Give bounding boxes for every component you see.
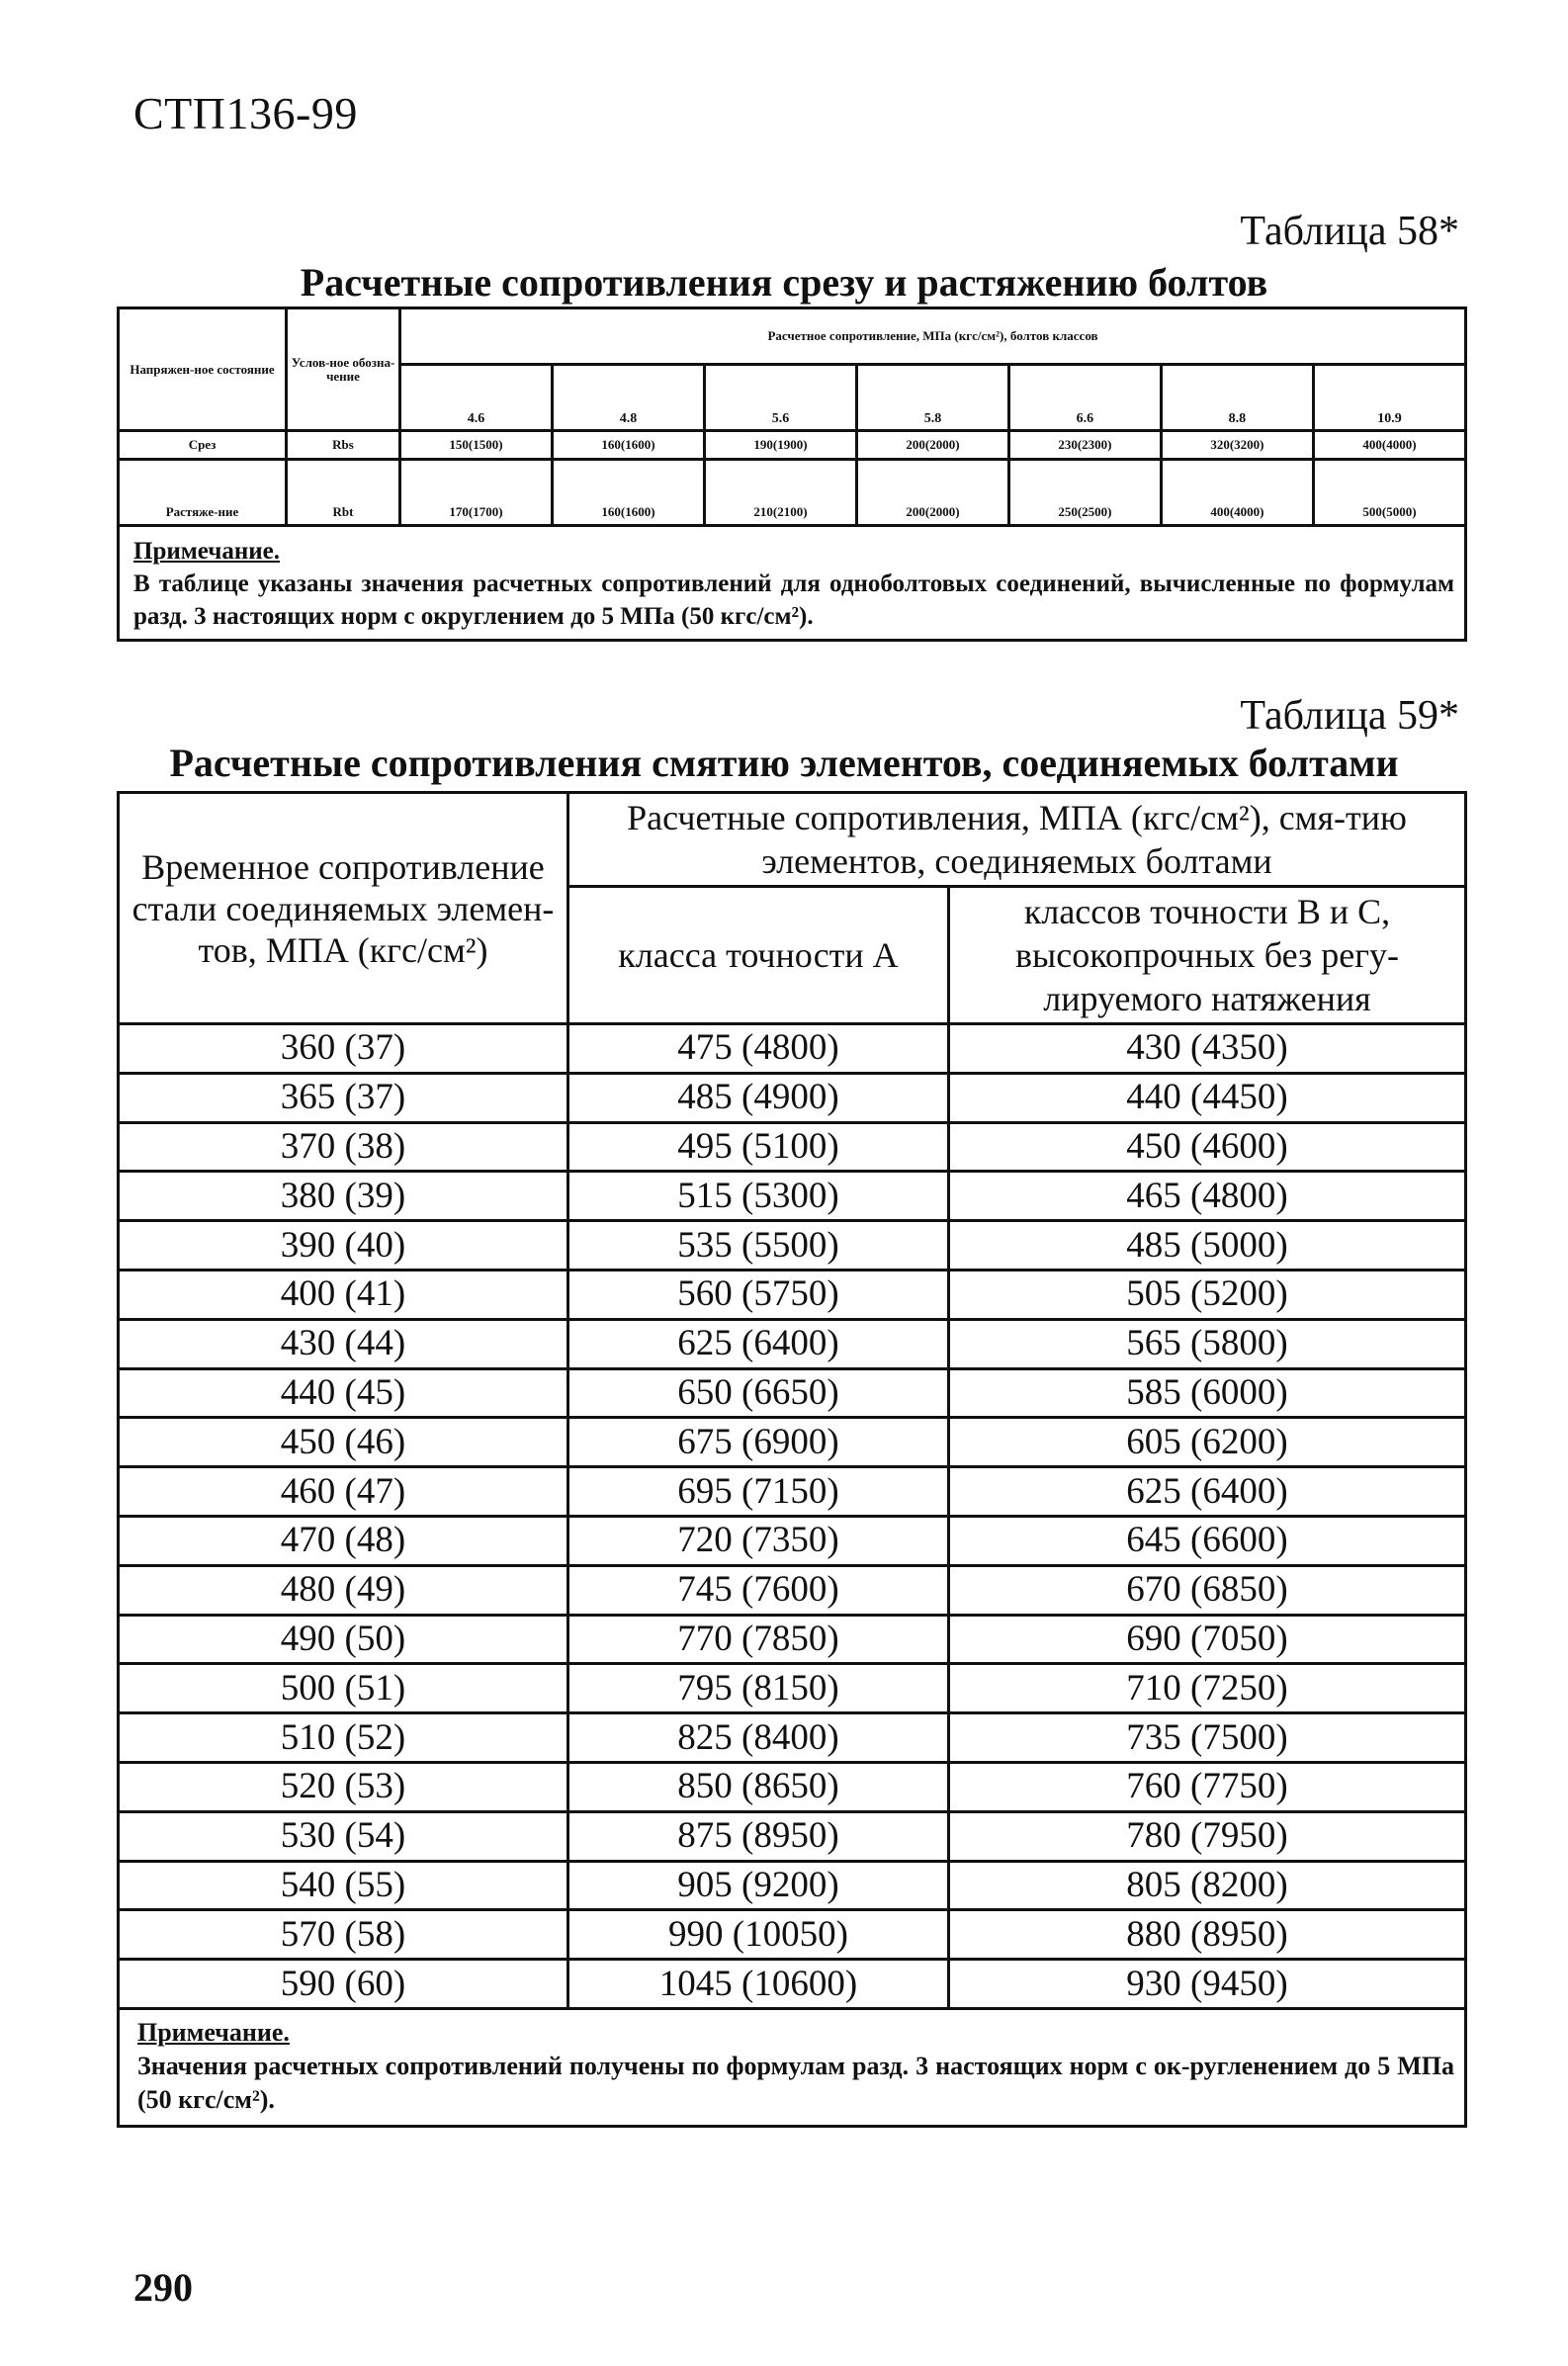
- table-59-class-bc-cell: 450 (4600): [949, 1122, 1466, 1172]
- table-58-symbol-cell: Rbt: [287, 460, 400, 526]
- page-number: 290: [133, 2265, 193, 2310]
- table-59-class-bc-cell: 645 (6600): [949, 1516, 1466, 1565]
- table-59-class-a-cell: 695 (7150): [568, 1467, 949, 1517]
- table-58-class: 4.6: [400, 365, 553, 431]
- table-row: [119, 1565, 1466, 1615]
- table-59-class-bc-cell: 485 (5000): [949, 1221, 1466, 1271]
- table-58: [117, 307, 1467, 642]
- table-58-value-cell: 190(1900): [704, 431, 856, 460]
- table-row: [119, 1960, 1466, 2009]
- table-59-class-bc-cell: 505 (5200): [949, 1270, 1466, 1319]
- table-59-class-a-cell: 625 (6400): [568, 1319, 949, 1368]
- table-row: [119, 1467, 1466, 1517]
- table-58-header-state: Напряжен-ное состояние: [119, 308, 287, 431]
- table-row: [119, 1910, 1466, 1960]
- table-58-value-cell: 170(1700): [400, 460, 553, 526]
- table-59-strength-cell: 520 (53): [119, 1762, 568, 1811]
- table-59: [117, 791, 1467, 2128]
- table-row: [119, 1221, 1466, 1271]
- table-59-class-a-cell: 495 (5100): [568, 1122, 949, 1172]
- table-59-header-strength: Временное сопротивление стали соединяемых элемен-тов, МПА (кгс/см²): [119, 793, 568, 1024]
- table-59-class-bc-cell: 625 (6400): [949, 1467, 1466, 1517]
- table-59-note-text: Значения расчетных сопротивлений получены по формулам разд. 3 настоящих норм с ок-ругленением до 5 МПа (50 кгс/см²).: [137, 2051, 1454, 2114]
- table-58-state-cell: Растяже-ние: [119, 460, 287, 526]
- table-58-note-text: В таблице указаны значения расчетных сопротивлений для одноболтовых соединений, вычисленные по формулам разд. 3 настоящих норм с округлением до 5 МПа (50 кгс/см²).: [133, 570, 1454, 630]
- table-59-class-a-cell: 515 (5300): [568, 1172, 949, 1221]
- table-58-class: 4.8: [552, 365, 704, 431]
- table-row: [119, 460, 1466, 526]
- table-59-note-head: Примечание.: [137, 2017, 290, 2047]
- table-59-class-bc-cell: 670 (6850): [949, 1565, 1466, 1615]
- table-58-symbol-cell: Rbs: [287, 431, 400, 460]
- table-59-title: Расчетные сопротивления смятию элементов, соединяемых болтами: [169, 741, 1399, 785]
- table-59-strength-cell: 480 (49): [119, 1565, 568, 1615]
- table-row: [119, 1368, 1466, 1418]
- table-58-header-group: Расчетное сопротивление, МПа (кгс/см²), болтов классов: [400, 308, 1466, 365]
- table-58-class: 8.8: [1161, 365, 1313, 431]
- table-row: [119, 1615, 1466, 1664]
- table-59-class-bc-cell: 465 (4800): [949, 1172, 1466, 1221]
- table-row: [119, 1664, 1466, 1713]
- table-59-class-bc-cell: 735 (7500): [949, 1713, 1466, 1763]
- table-row: [119, 1073, 1466, 1122]
- document-code: СТП136-99: [133, 88, 358, 138]
- table-59-strength-cell: 365 (37): [119, 1073, 568, 1122]
- table-59-class-bc-cell: 690 (7050): [949, 1615, 1466, 1664]
- table-58-value-cell: 400(4000): [1313, 431, 1465, 460]
- table-row: [119, 1713, 1466, 1763]
- table-row: [119, 1418, 1466, 1467]
- table-59-class-a-cell: 1045 (10600): [568, 1960, 949, 2009]
- table-59-class-a-cell: 560 (5750): [568, 1270, 949, 1319]
- table-58-value-cell: 210(2100): [704, 460, 856, 526]
- table-row: [119, 1024, 1466, 1074]
- table-59-class-a-cell: 850 (8650): [568, 1762, 949, 1811]
- table-59-class-a-cell: 875 (8950): [568, 1811, 949, 1861]
- table-59-header-class-a: класса точности А: [568, 887, 949, 1024]
- table-59-class-bc-cell: 605 (6200): [949, 1418, 1466, 1467]
- table-59-class-a-cell: 795 (8150): [568, 1664, 949, 1713]
- table-59-class-a-cell: 745 (7600): [568, 1565, 949, 1615]
- table-59-strength-cell: 360 (37): [119, 1024, 568, 1074]
- table-59-class-a-cell: 990 (10050): [568, 1910, 949, 1960]
- table-58-title: Расчетные сопротивления срезу и растяжению болтов: [300, 260, 1268, 305]
- table-59-class-bc-cell: 710 (7250): [949, 1664, 1466, 1713]
- table-59-strength-cell: 460 (47): [119, 1467, 568, 1517]
- table-58-value-cell: 160(1600): [552, 460, 704, 526]
- table-59-class-a-cell: 770 (7850): [568, 1615, 949, 1664]
- table-59-number: Таблица 59*: [1240, 693, 1459, 739]
- table-59-class-bc-cell: 930 (9450): [949, 1960, 1466, 2009]
- table-row: [119, 1172, 1466, 1221]
- table-59-strength-cell: 400 (41): [119, 1270, 568, 1319]
- table-59-strength-cell: 450 (46): [119, 1418, 568, 1467]
- table-59-class-bc-cell: 430 (4350): [949, 1024, 1466, 1074]
- table-58-class: 10.9: [1313, 365, 1465, 431]
- table-58-class: 5.8: [856, 365, 1008, 431]
- table-59-strength-cell: 370 (38): [119, 1122, 568, 1172]
- table-59-class-a-cell: 825 (8400): [568, 1713, 949, 1763]
- table-59-class-bc-cell: 440 (4450): [949, 1073, 1466, 1122]
- table-59-class-a-cell: 485 (4900): [568, 1073, 949, 1122]
- table-59-strength-cell: 490 (50): [119, 1615, 568, 1664]
- table-row: [119, 1861, 1466, 1910]
- table-59-header-group: Расчетные сопротивления, МПА (кгс/см²), смя-тию элементов, соединяемых болтами: [568, 793, 1466, 887]
- table-row: [119, 1270, 1466, 1319]
- table-58-header-symbol: Услов-ное обозна-чение: [287, 308, 400, 431]
- table-59-class-a-cell: 650 (6650): [568, 1368, 949, 1418]
- table-59-class-a-cell: 675 (6900): [568, 1418, 949, 1467]
- table-58-value-cell: 230(2300): [1008, 431, 1161, 460]
- table-58-value-cell: 500(5000): [1313, 460, 1465, 526]
- table-59-class-a-cell: 475 (4800): [568, 1024, 949, 1074]
- table-58-value-cell: 320(3200): [1161, 431, 1313, 460]
- table-59-header-class-bc: классов точности В и С, высокопрочных без регу-лируемого натяжения: [949, 887, 1466, 1024]
- table-59-class-bc-cell: 880 (8950): [949, 1910, 1466, 1960]
- table-58-number: Таблица 58*: [1240, 209, 1459, 254]
- table-59-class-bc-cell: 805 (8200): [949, 1861, 1466, 1910]
- table-row: [119, 1762, 1466, 1811]
- table-59-class-bc-cell: 585 (6000): [949, 1368, 1466, 1418]
- table-58-class: 6.6: [1008, 365, 1161, 431]
- table-59-strength-cell: 430 (44): [119, 1319, 568, 1368]
- table-59-class-bc-cell: 760 (7750): [949, 1762, 1466, 1811]
- table-58-value-cell: 200(2000): [856, 431, 1008, 460]
- table-59-strength-cell: 440 (45): [119, 1368, 568, 1418]
- table-59-strength-cell: 530 (54): [119, 1811, 568, 1861]
- table-row: [119, 1122, 1466, 1172]
- table-58-value-cell: 250(2500): [1008, 460, 1161, 526]
- table-59-strength-cell: 390 (40): [119, 1221, 568, 1271]
- table-59-class-a-cell: 535 (5500): [568, 1221, 949, 1271]
- table-58-value-cell: 200(2000): [856, 460, 1008, 526]
- table-row: [119, 1319, 1466, 1368]
- table-59-strength-cell: 510 (52): [119, 1713, 568, 1763]
- table-59-class-bc-cell: 565 (5800): [949, 1319, 1466, 1368]
- table-59-class-bc-cell: 780 (7950): [949, 1811, 1466, 1861]
- table-59-class-a-cell: 905 (9200): [568, 1861, 949, 1910]
- table-row: [119, 431, 1466, 460]
- table-58-note: [119, 526, 1466, 641]
- table-59-strength-cell: 500 (51): [119, 1664, 568, 1713]
- table-row: [119, 1811, 1466, 1861]
- table-59-note: [119, 2008, 1466, 2126]
- table-58-value-cell: 400(4000): [1161, 460, 1313, 526]
- table-59-strength-cell: 380 (39): [119, 1172, 568, 1221]
- table-59-strength-cell: 470 (48): [119, 1516, 568, 1565]
- table-58-value-cell: 150(1500): [400, 431, 553, 460]
- table-58-state-cell: Срез: [119, 431, 287, 460]
- table-58-value-cell: 160(1600): [552, 431, 704, 460]
- table-59-class-a-cell: 720 (7350): [568, 1516, 949, 1565]
- table-59-strength-cell: 540 (55): [119, 1861, 568, 1910]
- table-59-strength-cell: 590 (60): [119, 1960, 568, 2009]
- table-58-class: 5.6: [704, 365, 856, 431]
- table-58-note-head: Примечание.: [133, 538, 281, 565]
- table-row: [119, 1516, 1466, 1565]
- table-59-strength-cell: 570 (58): [119, 1910, 568, 1960]
